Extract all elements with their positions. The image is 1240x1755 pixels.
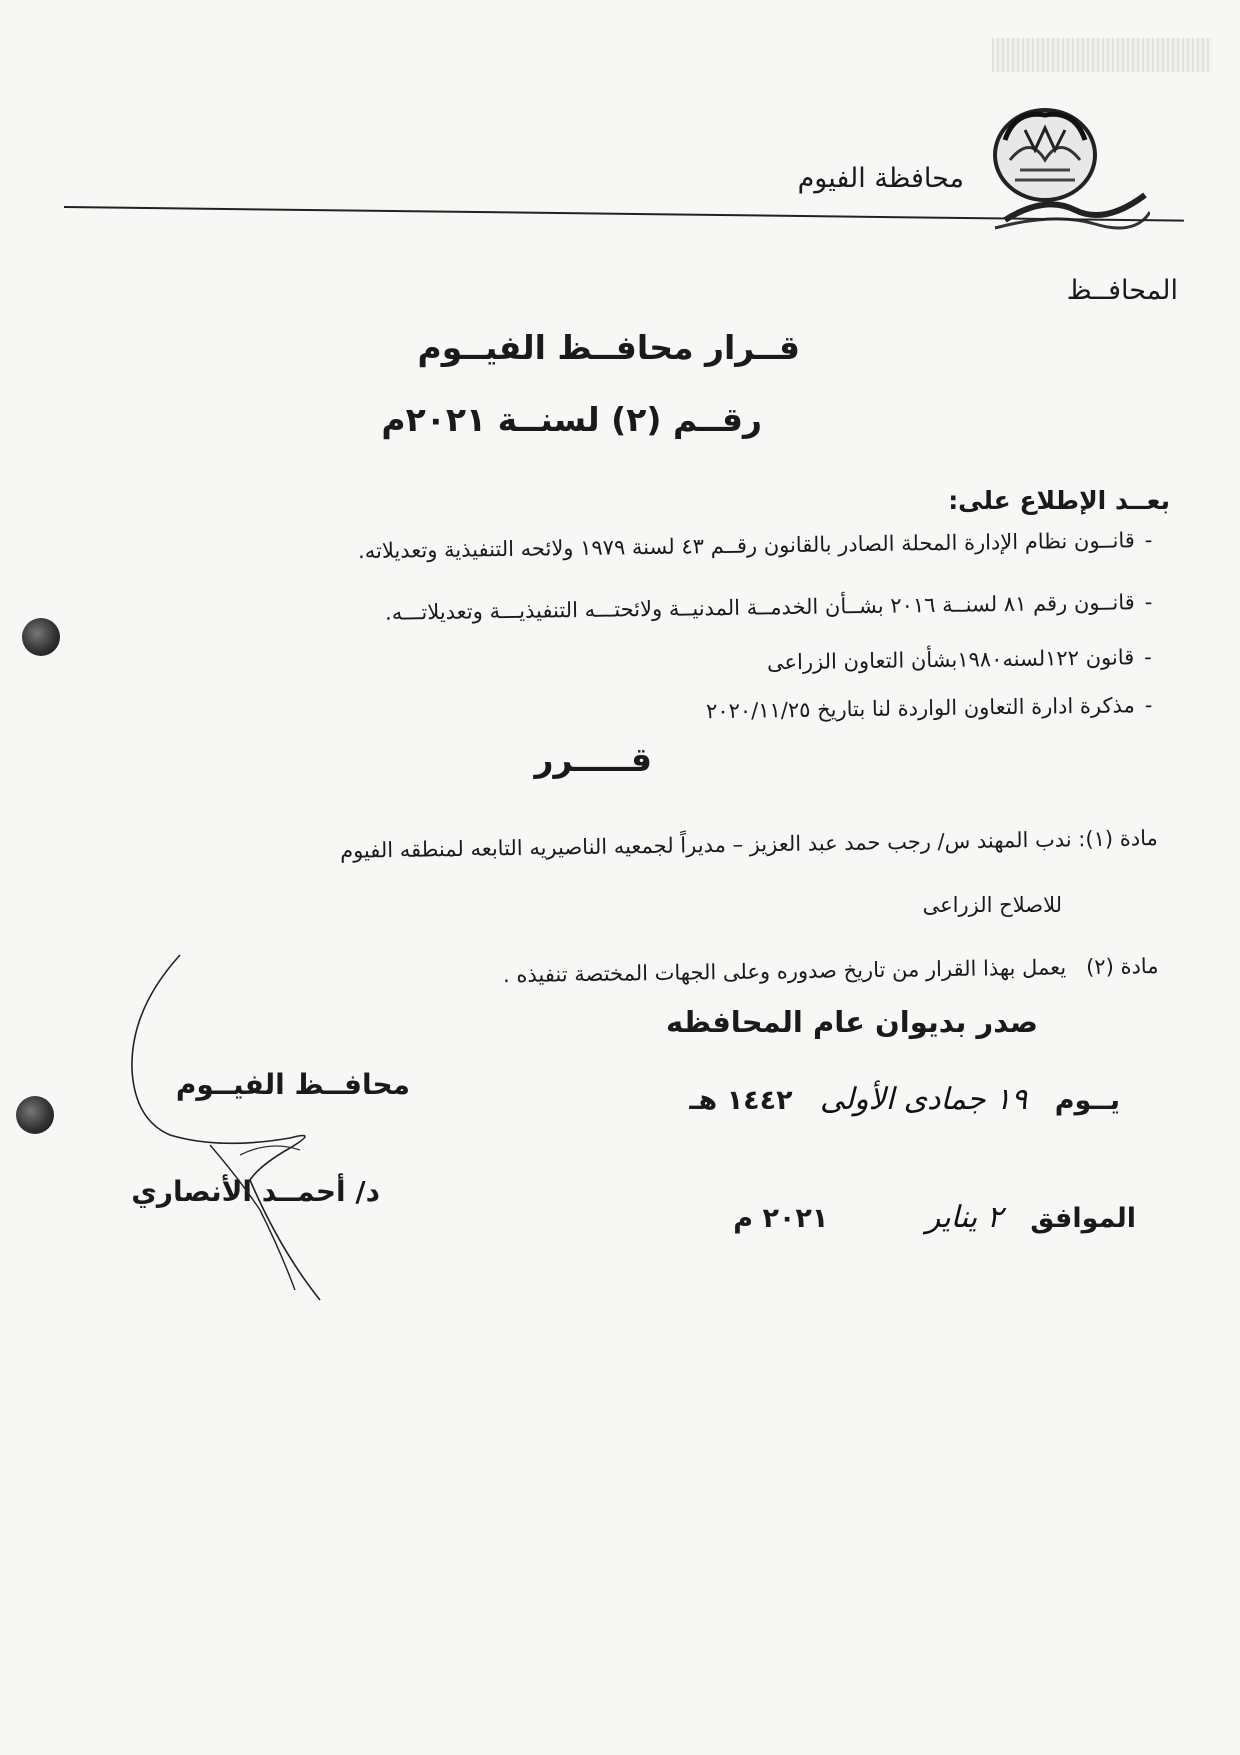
- reference-text: قانون ١٢٢لسنه١٩٨٠بشأن التعاون الزراعى: [767, 645, 1135, 675]
- signatory-title: محافــظ الفيــوم: [175, 1068, 410, 1101]
- list-bullet: -: [1144, 693, 1153, 718]
- gregorian-date: [733, 1200, 1136, 1235]
- decree-number: رقــم (٢) لسنــة ٢٠٢١م: [381, 400, 762, 439]
- punch-hole: [16, 1096, 54, 1134]
- reference-item: [706, 693, 1153, 723]
- article-1-continuation: للاصلاح الزراعى: [922, 893, 1062, 917]
- reference-text: مذكرة ادارة التعاون الواردة لنا بتاريخ ٢٠٢٠/١١/٢٥: [705, 693, 1135, 724]
- issued-at: صدر بديوان عام المحافظه: [665, 1005, 1038, 1039]
- reference-item: [767, 645, 1152, 674]
- handwritten-gregorian-date: ٢ يناير: [925, 1200, 1003, 1235]
- handwritten-hijri-date: ١٩ جمادى الأولى: [820, 1082, 1028, 1117]
- hijri-date: [689, 1082, 1120, 1117]
- article-label: مادة (٢): [1085, 954, 1159, 980]
- gregorian-year: ٢٠٢١ م: [733, 1203, 829, 1234]
- scan-artifact: [992, 38, 1212, 72]
- reference-item: [358, 528, 1153, 563]
- article-text: ندب المهند س/ رجب حمد عبد العزيز – مديراً لجمعيه الناصيريه التابعه لمنطقه الفيوم: [340, 827, 1073, 863]
- punch-hole: [22, 618, 60, 656]
- article-2: [502, 954, 1158, 987]
- office-label: المحافــظ: [1066, 275, 1178, 306]
- hijri-year: ١٤٤٢ هـ: [689, 1085, 793, 1116]
- list-bullet: -: [1144, 645, 1153, 670]
- article-text: يعمل بهذا القرار من تاريخ صدوره وعلى الجهات المختصة تنفيذه .: [502, 955, 1066, 988]
- preamble-intro: بعــد الإطلاع على:: [948, 486, 1170, 515]
- reference-item: [385, 590, 1153, 625]
- day-label: يــوم: [1054, 1085, 1120, 1116]
- list-bullet: -: [1144, 528, 1153, 553]
- corresponding-label: الموافق: [1030, 1203, 1136, 1234]
- governorate-name: محافظة الفيوم: [797, 163, 964, 194]
- signatory-name: د/ أحمــد الأنصاري: [131, 1175, 380, 1208]
- list-bullet: -: [1144, 590, 1153, 615]
- decided-heading: قـــــرر: [534, 740, 652, 779]
- signature-icon: [110, 950, 350, 1310]
- article-1: [340, 826, 1158, 863]
- reference-text: قانــون رقم ٨١ لسنــة ٢٠١٦ بشــأن الخدمــة المدنيــة ولائحتـــه التنفيذيـــة وتعديلاتـــه.: [384, 590, 1135, 625]
- article-label: مادة (١):: [1078, 826, 1159, 852]
- decree-title: قــرار محافــظ الفيــوم: [417, 328, 800, 367]
- reference-text: قانــون نظام الإدارة المحلة الصادر بالقانون رقــم ٤٣ لسنة ١٩٧٩ ولائحه التنفيذية وتعديلاته.: [357, 528, 1135, 564]
